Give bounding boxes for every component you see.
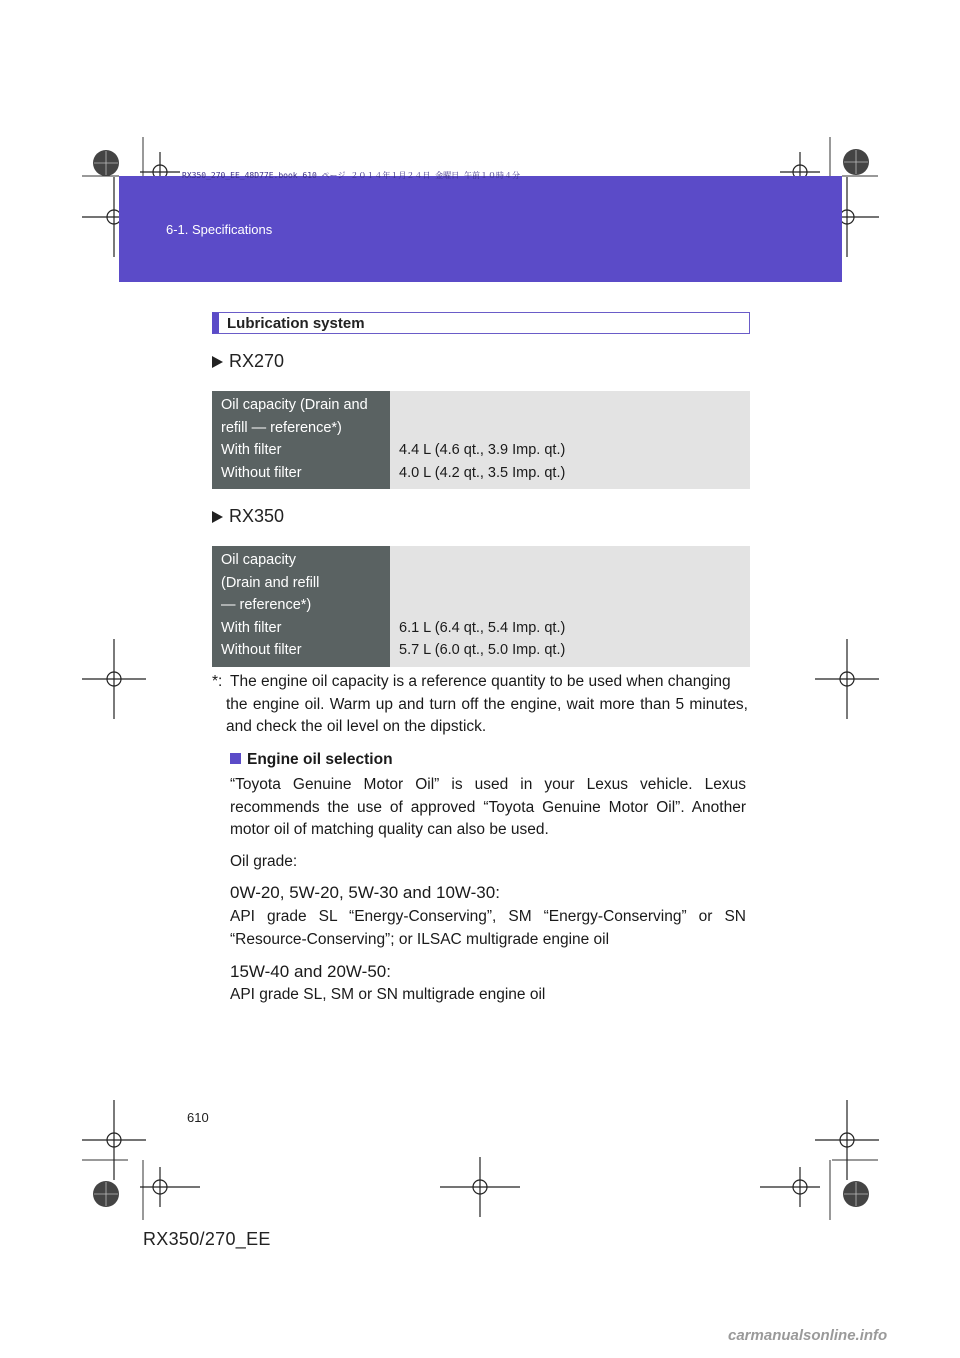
oil-selection-intro: “Toyota Genuine Motor Oil” is used in your Lexus vehicle. Lexus recommends the use of approved “Toyota Genuine Motor Oil”. Another motor oil of matching quality can also be used. bbox=[230, 776, 746, 838]
triangle-bullet-icon bbox=[212, 356, 223, 368]
crosshair-icon bbox=[82, 1100, 146, 1180]
spec-table-rx270 bbox=[212, 391, 750, 489]
spec-label-cell: Oil capacity (Drain and refill — reference*) With filter Without filter bbox=[212, 546, 390, 667]
page-number: 610 bbox=[187, 1110, 209, 1125]
crosshair-icon bbox=[815, 639, 879, 719]
document-code: RX350/270_EE bbox=[143, 1229, 271, 1249]
crosshair-icon bbox=[815, 1100, 879, 1180]
crosshair-icon bbox=[440, 1157, 520, 1217]
crosshair-icon bbox=[82, 639, 146, 719]
oil-grade-2-text: API grade SL, SM or SN multigrade engine oil bbox=[230, 986, 546, 1003]
print-info: RX350_270_EE_48D77E.book 610 ページ ２０１４年１月２４日 金曜日 午前１０時４分 bbox=[182, 171, 520, 180]
oil-grade-label: Oil grade: bbox=[230, 853, 298, 870]
model-heading-rx270: RX270 bbox=[212, 351, 284, 372]
oil-grade-2-title: 15W-40 and 20W-50: bbox=[230, 962, 391, 981]
watermark: carmanualsonline.info bbox=[728, 1327, 888, 1344]
crosshair-icon bbox=[140, 1167, 200, 1207]
crosshair-icon bbox=[760, 1167, 820, 1207]
spec-value-cell: 6.1 L (6.4 qt., 5.4 Imp. qt.) 5.7 L (6.0 qt., 5.0 Imp. qt.) bbox=[390, 546, 750, 667]
spec-label-cell: Oil capacity (Drain and refill — reference*) With filter Without filter bbox=[212, 391, 390, 489]
oil-grade-1-title: 0W-20, 5W-20, 5W-30 and 10W-30: bbox=[230, 883, 500, 902]
model-heading-rx350: RX350 bbox=[212, 506, 284, 527]
spec-value-cell: 4.4 L (4.6 qt., 3.9 Imp. qt.) 4.0 L (4.2 qt., 3.5 Imp. qt.) bbox=[390, 391, 750, 489]
triangle-bullet-icon bbox=[212, 511, 223, 523]
square-bullet-icon bbox=[230, 753, 241, 764]
footnote: *: The engine oil capacity is a reference quantity to be used when changing the engine oil. Warm up and turn off the engine, wait more than 5 minutes, and check the oil level on the dipstick. bbox=[212, 673, 748, 735]
oil-selection-heading: Engine oil selection bbox=[230, 749, 746, 772]
subsection-title: Lubrication system bbox=[212, 312, 750, 334]
spec-table-rx350 bbox=[212, 546, 750, 667]
oil-grade-1-text: API grade SL “Energy-Conserving”, SM “Energy-Conserving” or SN “Resource-Conserving”; or ILSAC multigrade engine oil bbox=[230, 908, 746, 948]
section-label: 6-1. Specifications bbox=[166, 222, 273, 237]
